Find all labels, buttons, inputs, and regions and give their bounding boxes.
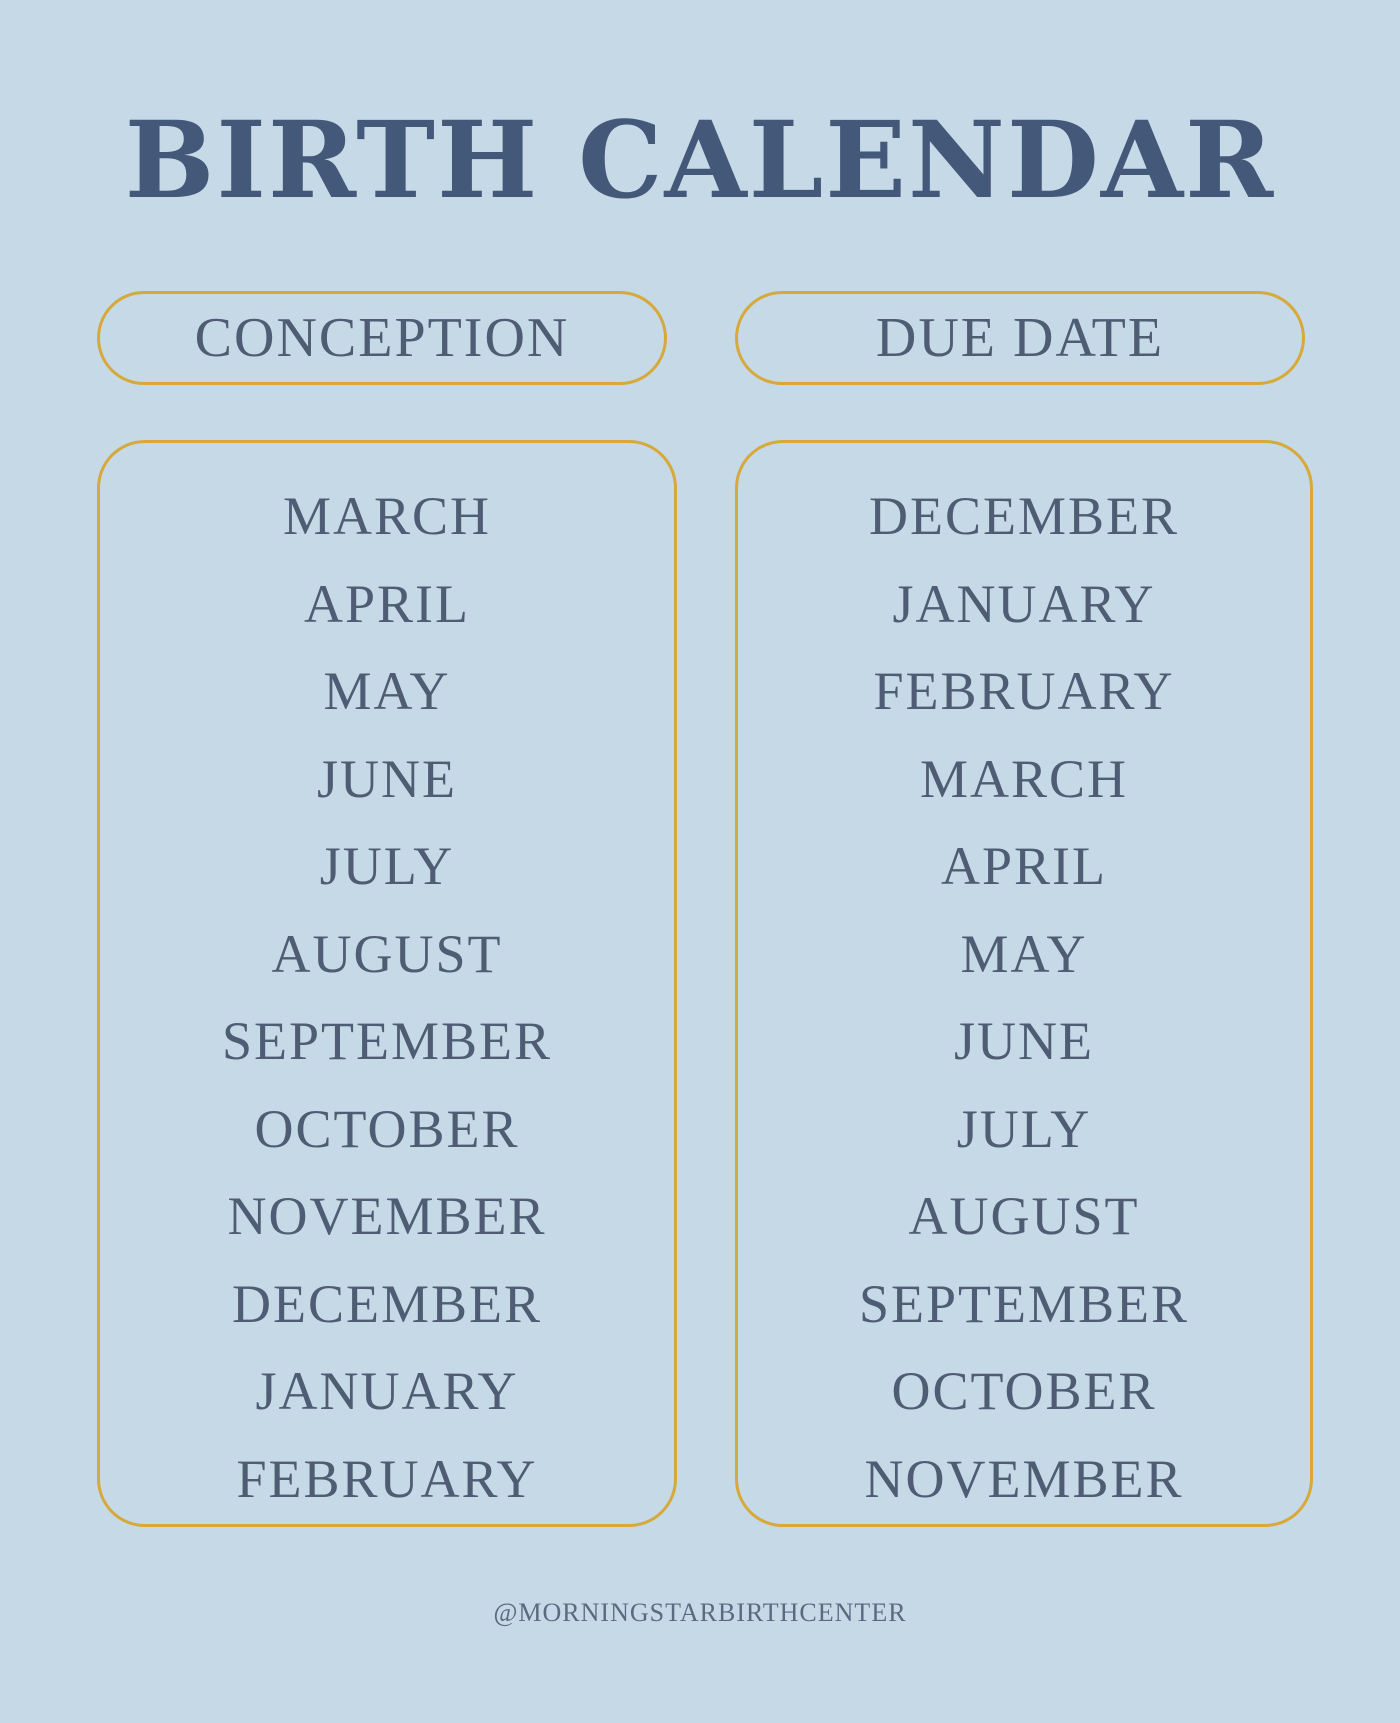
conception-month: AUGUST xyxy=(271,923,503,984)
due-date-month: FEBRUARY xyxy=(873,661,1175,721)
conception-month: SEPTEMBER xyxy=(221,1011,553,1071)
due-date-month: JANUARY xyxy=(892,573,1156,634)
conception-header-label: CONCEPTION xyxy=(194,307,570,369)
due-date-header xyxy=(735,291,1305,385)
conception-month: JUNE xyxy=(317,748,457,809)
conception-month: DECEMBER xyxy=(231,1273,543,1334)
due-date-month: JUNE xyxy=(954,1011,1094,1071)
conception-month: MAY xyxy=(323,661,451,721)
due-date-month: APRIL xyxy=(940,836,1107,896)
due-date-month-list-box xyxy=(735,440,1313,1527)
conception-month: OCTOBER xyxy=(254,1098,520,1159)
due-date-month: NOVEMBER xyxy=(864,1448,1184,1509)
due-date-month: SEPTEMBER xyxy=(858,1273,1190,1334)
due-date-month: AUGUST xyxy=(908,1186,1140,1246)
due-date-month: MAY xyxy=(960,923,1088,984)
due-date-month: OCTOBER xyxy=(891,1361,1157,1421)
due-date-month: JULY xyxy=(956,1098,1092,1159)
conception-month-list-box xyxy=(97,440,677,1527)
due-date-header-label: DUE DATE xyxy=(875,307,1165,369)
conception-month: JANUARY xyxy=(255,1361,519,1421)
conception-month: JULY xyxy=(319,836,455,896)
conception-month: APRIL xyxy=(303,573,470,634)
due-date-month-list xyxy=(738,473,1310,1523)
conception-month: NOVEMBER xyxy=(227,1186,547,1246)
conception-header xyxy=(97,291,667,385)
footer-handle: @MORNINGSTARBIRTHCENTER xyxy=(493,1598,907,1627)
conception-month: FEBRUARY xyxy=(236,1448,538,1509)
due-date-month: DECEMBER xyxy=(868,486,1180,546)
due-date-month: MARCH xyxy=(919,748,1129,809)
conception-month: MARCH xyxy=(282,486,492,546)
page-title: BIRTH CALENDAR xyxy=(124,97,1276,222)
conception-month-list xyxy=(100,473,674,1523)
